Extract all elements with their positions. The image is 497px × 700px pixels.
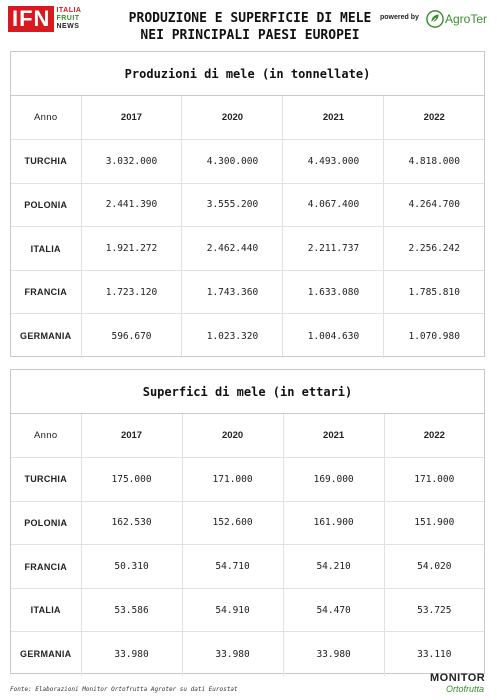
table-row	[11, 458, 484, 502]
value-cell: 1.743.360	[182, 270, 283, 314]
value-cell: 1.633.080	[283, 270, 384, 314]
value-cell: 2.211.737	[283, 227, 384, 271]
source-note: Fonte: Elaborazioni Monitor Ortofrutta Agroter su dati Eurostat	[10, 686, 238, 693]
value-cell: 4.300.000	[182, 140, 283, 184]
value-cell: 4.264.700	[384, 183, 484, 227]
value-cell: 1.004.630	[283, 314, 384, 358]
ifn-logo	[8, 6, 82, 32]
area-table-title: Superfici di mele (in ettari)	[11, 370, 484, 414]
value-cell: 171.000	[182, 458, 283, 502]
page-title-line-2: NEI PRINCIPALI PAESI EUROPEI	[140, 28, 360, 43]
leaf-icon	[426, 10, 444, 28]
country-label: ITALIA	[11, 227, 81, 271]
table-row	[11, 140, 484, 184]
year-header: 2020	[182, 96, 283, 140]
country-label: GERMANIA	[11, 314, 81, 358]
page-title	[100, 10, 400, 44]
table-row	[11, 501, 484, 545]
monitor-logo-line-2: Ortofrutta	[446, 684, 485, 694]
ifn-logo-letters: IFN	[8, 6, 54, 32]
ifn-logo-word-3: NEWS	[56, 23, 80, 30]
year-header: 2021	[283, 414, 384, 458]
value-cell: 54.710	[182, 545, 283, 589]
value-cell: 1.023.320	[182, 314, 283, 358]
year-header: 2022	[384, 96, 484, 140]
value-cell: 33.980	[182, 632, 283, 676]
value-cell: 54.210	[283, 545, 384, 589]
year-header: 2022	[384, 414, 484, 458]
country-label: POLONIA	[11, 501, 81, 545]
country-label: FRANCIA	[11, 270, 81, 314]
value-cell: 4.067.400	[283, 183, 384, 227]
value-cell: 33.110	[417, 648, 452, 660]
table-row	[11, 545, 484, 589]
value-cell: 33.980	[81, 632, 182, 676]
value-cell: 33.980	[283, 632, 384, 676]
area-grid	[11, 414, 484, 676]
year-header: 2017	[81, 96, 182, 140]
table-row	[11, 183, 484, 227]
table-header-row	[11, 414, 484, 458]
value-cell: 2.462.440	[182, 227, 283, 271]
table-row	[11, 270, 484, 314]
ifn-logo-word-2: FRUIT	[56, 15, 80, 22]
table-row	[11, 227, 484, 271]
production-table-title: Produzioni di mele (in tonnellate)	[11, 52, 484, 96]
value-cell: 3.032.000	[81, 140, 182, 184]
year-header: 2017	[81, 414, 182, 458]
value-cell: 54.910	[182, 588, 283, 632]
monitor-logo-line-1: MONITOR	[430, 672, 486, 684]
value-cell: 54.020	[384, 545, 484, 589]
table-row	[11, 588, 484, 632]
ifn-logo-word-1: ITALIA	[56, 7, 82, 14]
production-table	[10, 51, 485, 357]
table-row	[11, 314, 484, 358]
year-header-label: Anno	[11, 96, 81, 140]
table-row	[11, 632, 484, 676]
value-cell: 596.670	[81, 314, 182, 358]
year-header: 2021	[283, 96, 384, 140]
country-label: TURCHIA	[11, 458, 81, 502]
agroter-logo-text: AgroTer	[445, 12, 488, 26]
powered-by-label: powered by	[380, 14, 419, 21]
area-table	[10, 369, 485, 674]
value-cell: 50.310	[81, 545, 182, 589]
production-grid	[11, 96, 484, 358]
page-title-line-1: PRODUZIONE E SUPERFICIE DI MELE	[128, 11, 372, 26]
value-cell: 171.000	[384, 458, 484, 502]
year-header: 2020	[182, 414, 283, 458]
value-cell: 1.723.120	[81, 270, 182, 314]
value-cell: 2.256.242	[384, 227, 484, 271]
country-label: GERMANIA	[11, 632, 81, 676]
year-header-label: Anno	[11, 414, 81, 458]
table-header-row	[11, 96, 484, 140]
value-cell: 4.818.000	[384, 140, 484, 184]
ifn-logo-words	[56, 6, 81, 32]
value-cell: 53.586	[81, 588, 182, 632]
country-label: POLONIA	[11, 183, 81, 227]
value-cell: 175.000	[81, 458, 182, 502]
value-cell: 161.900	[283, 501, 384, 545]
value-cell: 53.725	[384, 588, 484, 632]
value-cell: 2.441.390	[81, 183, 182, 227]
value-cell: 152.600	[182, 501, 283, 545]
header	[0, 0, 497, 50]
value-cell: 3.555.200	[182, 183, 283, 227]
agroter-logo	[426, 8, 492, 30]
value-cell: 1.070.980	[408, 330, 460, 342]
value-cell: 1.785.810	[384, 270, 484, 314]
value-cell: 169.000	[283, 458, 384, 502]
value-cell: 151.900	[384, 501, 484, 545]
value-cell: 54.470	[283, 588, 384, 632]
value-cell: 162.530	[81, 501, 182, 545]
country-label: TURCHIA	[11, 140, 81, 184]
country-label: ITALIA	[11, 588, 81, 632]
value-cell: 1.921.272	[81, 227, 182, 271]
value-cell: 4.493.000	[283, 140, 384, 184]
country-label: FRANCIA	[11, 545, 81, 589]
monitor-ortofrutta-logo	[430, 672, 492, 698]
